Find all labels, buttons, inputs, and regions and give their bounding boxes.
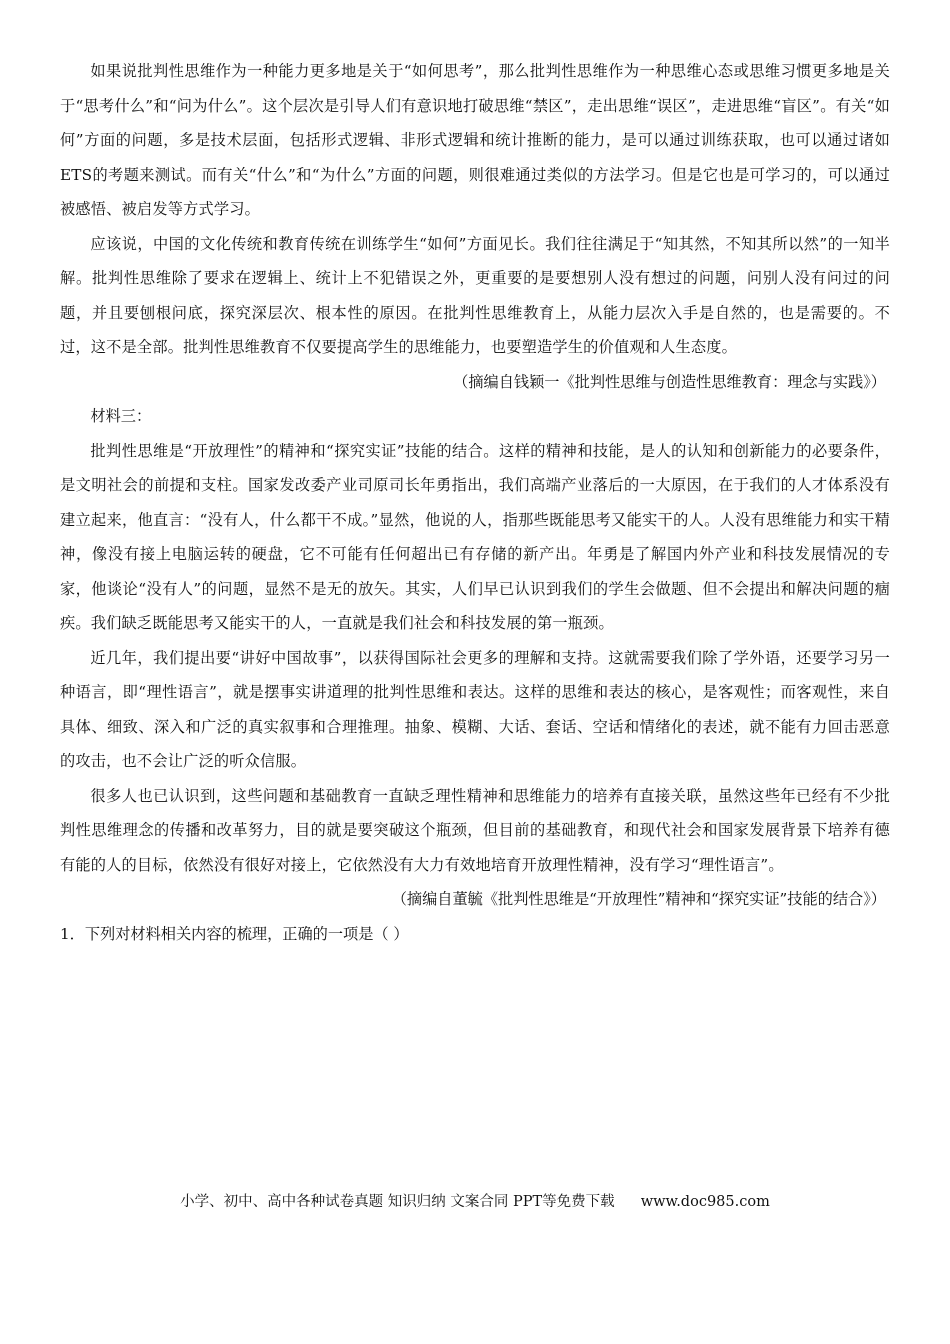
footer-text: 小学、初中、高中各种试卷真题 知识归纳 文案合同 PPT等免费下载: [180, 1194, 615, 1210]
paragraph-open-rationality: 批判性思维是“开放理性”的精神和“探究实证”技能的结合。这样的精神和技能，是人的认知和创新能力的必要条件，是文明社会的前提和支柱。国家发改委产业司原司长年勇指出，我们高端产业落后的一大原因，在于我们的人才体系没有建立起来，他直言：“没有人，什么都干不成。”显然，他说的人，指那些既能思考又能实干的人。人没有思维能力和实干精神，像没有接上电脑运转的硬盘，它不可能有任何超出已有存储的新产出。年勇是了解国内外产业和科技发展情况的专家，他谈论“没有人”的问题，显然不是无的放矢。其实，人们早已认识到我们的学生会做题、但不会提出和解决问题的痼疾。我们缺乏既能思考又能实干的人，一直就是我们社会和科技发展的第一瓶颈。: [60, 441, 890, 632]
paragraph-basic-education: 很多人也已认识到，这些问题和基础教育一直缺乏理性精神和思维能力的培养有直接关联，虽然这些年已经有不少批判性思维理念的传播和改革努力，目的就是要突破这个瓶颈，但目前的基础教育，和现代社会和国家发展背景下培养有德有能的人的目标，依然没有很好对接上，它依然没有大力有效地培育开放理性精神，没有学习“理性语言”。: [60, 786, 890, 874]
source-citation-2: （摘编自董毓《批判性思维是“开放理性”精神和“探究实证”技能的结合》）: [391, 890, 886, 908]
paragraph-chinese-education-tradition: 应该说，中国的文化传统和教育传统在训练学生“如何”方面见长。我们往往满足于“知其然，不知其所以然”的一知半解。批判性思维除了要求在逻辑上、统计上不犯错误之外，更重要的是要想别人没有想过的问题，问别人没有问过的问题，并且要刨根问底，探究深层次、根本性的原因。在批判性思维教育上，从能力层次入手是自然的，也是需要的。不过，这不是全部。批判性思维教育不仅要提高学生的思维能力，也要塑造学生的价值观和人生态度。: [60, 234, 890, 356]
question-1: 1．下列对材料相关内容的梳理，正确的一项是（ ）: [60, 924, 409, 943]
footer-url[interactable]: www.doc985.com: [640, 1194, 770, 1210]
paragraph-rational-language: 近几年，我们提出要“讲好中国故事”，以获得国际社会更多的理解和支持。这就需要我们除了学外语，还要学习另一种语言，即“理性语言”，就是摆事实讲道理的批判性思维和表达。这样的思维和表达的核心，是客观性；而客观性，来自具体、细致、深入和广泛的真实叙事和合理推理。抽象、模糊、大话、套话、空话和情绪化的表述，就不能有力回击恶意的攻击，也不会让广泛的听众信服。: [60, 648, 890, 770]
page-footer: [0, 1190, 950, 1211]
material-3-label: 材料三：: [90, 407, 152, 425]
document-body: [60, 54, 890, 951]
paragraph-critical-thinking-mindset: 如果说批判性思维作为一种能力更多地是关于“如何思考”，那么批判性思维作为一种思维心态或思维习惯更多地是关于“思考什么”和“问为什么”。这个层次是引导人们有意识地打破思维“禁区”，走出思维“误区”，走进思维“盲区”。有关“如何”方面的问题，多是技术层面，包括形式逻辑、非形式逻辑和统计推断的能力，是可以通过训练获取，也可以通过诸如ETS的考题来测试。而有关“什么”和“为什么”方面的问题，则很难通过类似的方法学习。但是它也是可学习的，可以通过被感悟、被启发等方式学习。: [60, 62, 890, 218]
source-citation-1: （摘编自钱颖一《批判性思维与创造性思维教育：理念与实践》）: [453, 372, 886, 391]
